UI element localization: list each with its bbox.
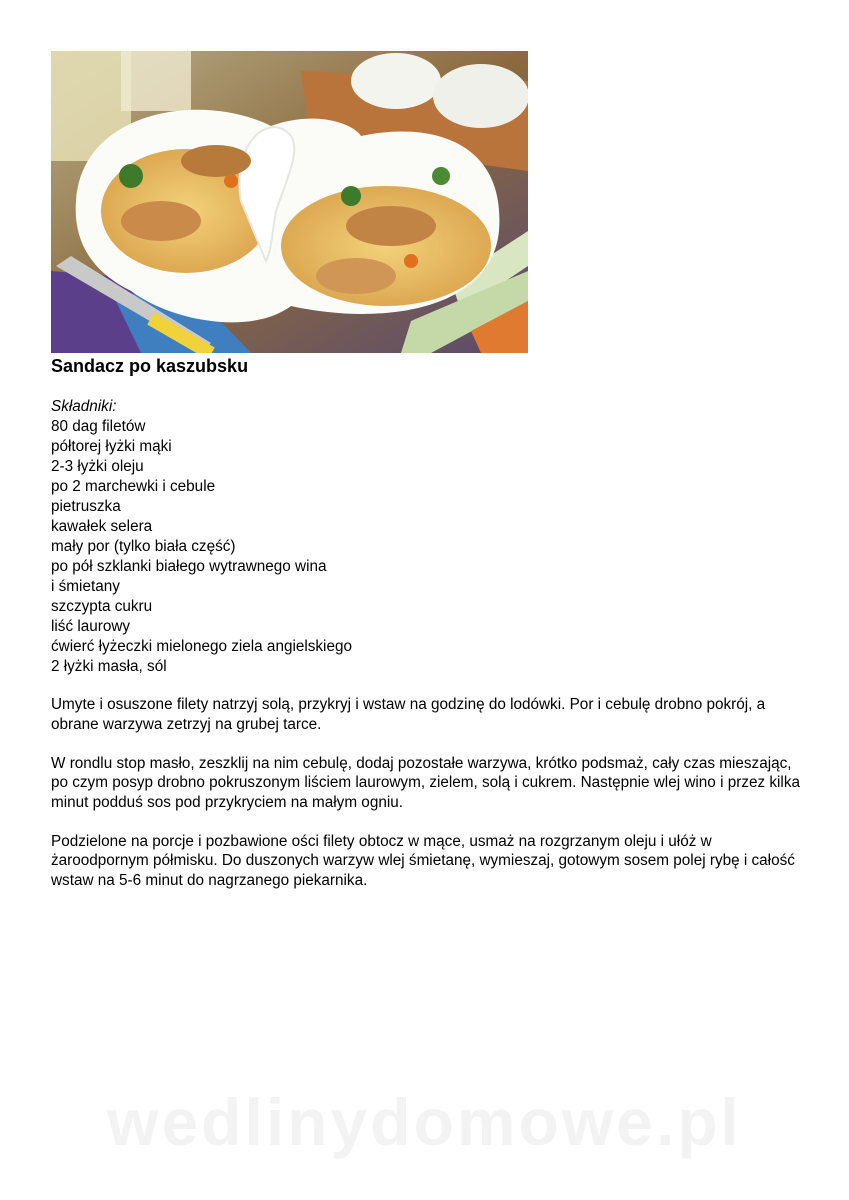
ingredient-item: ćwierć łyżeczki mielonego ziela angielskiego: [51, 638, 352, 655]
recipe-title: Sandacz po kaszubsku: [51, 356, 249, 376]
recipe-photo: [51, 51, 528, 353]
ingredients-label: Składniki:: [51, 398, 117, 415]
watermark: wedlinydomowe.pl: [107, 1085, 742, 1159]
ingredient-item: po 2 marchewki i cebule: [51, 478, 216, 495]
instructions-section: [51, 695, 811, 910]
instruction-paragraph: Podzielone na porcje i pozbawione ości filety obtocz w mące, usmaż na rozgrzanym oleju i ułóż w żaroodpornym półmisku. Do duszonych warzyw wlej śmietanę, wymieszaj, gotowym sosem polej rybę i całość wstaw na 5-6 minut do nagrzanego piekarnika.: [51, 832, 795, 889]
ingredient-item: 80 dag filetów: [51, 418, 146, 435]
instruction-paragraph: W rondlu stop masło, zeszklij na nim cebulę, dodaj pozostałe warzywa, krótko podsmaż, cały czas mieszając, po czym posyp drobno pokruszonym liściem laurowym, zielem, solą i cukrem. Następnie wlej wino i przez kilka minut podduś sos pod przykryciem na małym ogniu.: [51, 754, 800, 811]
ingredients-section: [51, 397, 352, 677]
ingredient-item: pietruszka: [51, 498, 121, 515]
ingredient-item: po pół szklanki białego wytrawnego wina: [51, 558, 327, 575]
ingredient-item: i śmietany: [51, 578, 120, 595]
ingredient-item: półtorej łyżki mąki: [51, 438, 172, 455]
ingredient-item: mały por (tylko biała część): [51, 538, 236, 555]
ingredients-list: [51, 417, 352, 677]
ingredient-item: liść laurowy: [51, 618, 131, 635]
ingredient-item: kawałek selera: [51, 518, 153, 535]
ingredient-item: 2 łyżki masła, sól: [51, 658, 167, 675]
instruction-paragraph: Umyte i osuszone filety natrzyj solą, przykryj i wstaw na godzinę do lodówki. Por i cebulę drobno pokrój, a obrane warzywa zetrzyj na grubej tarce.: [51, 696, 766, 733]
ingredient-item: 2-3 łyżki oleju: [51, 458, 144, 475]
ingredient-item: szczypta cukru: [51, 598, 153, 615]
